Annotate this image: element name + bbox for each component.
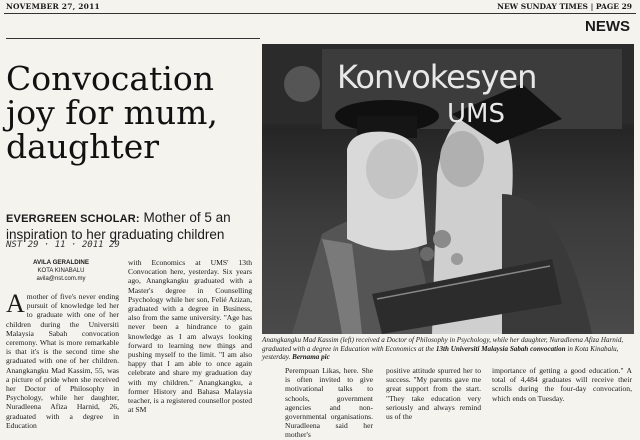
byline-email: avila@nst.com.my bbox=[36, 276, 86, 282]
article-column-2: with Economics at UMS' 13th Convocation here, yesterday. Six years ago, Anangkangku graduated with a Master's degree in Counselling Psychology while her son, Felié Azizan, graduated with a degree in Business, also from the same university. "Age has never been a hindrance to gain knowledge as I am always looking forward to learning new things and pushing myself to the limit. "I am also happy that I am able to once again celebrate and share my graduation day with my children." Anangkangku, a former History and Bahasa Malaysia teacher, is a registered counsellor posted at SM bbox=[128, 258, 252, 415]
headline: Convocation joy for mum, daughter bbox=[6, 59, 218, 166]
photo-caption bbox=[262, 336, 634, 362]
paper-page-label: NEW SUNDAY TIMES | PAGE 29 bbox=[497, 2, 632, 11]
headline-rule bbox=[6, 38, 260, 39]
page-date: NOVEMBER 27, 2011 bbox=[6, 2, 100, 11]
convocation-photo bbox=[262, 44, 634, 334]
article-column-4: positive attitude spurred her to success. "My parents gave me great support from the start. "They take education very seriously and always remind us of the bbox=[386, 366, 481, 422]
byline-name: AVILA GERALDINE bbox=[32, 259, 90, 266]
kicker bbox=[6, 210, 256, 242]
article-column-5: importance of getting a good education." A total of 4,484 graduates will receive their scrolls during the four-day convocation, which ends on Tuesday. bbox=[492, 366, 632, 403]
handwritten-note: NST 29 · 11 · 2011 29 bbox=[6, 240, 120, 250]
byline-location: KOTA KINABALU bbox=[37, 268, 85, 274]
caption-main: Anangkangku Mad Kassim (left) received a Doctor of Philosophy in Psychology, while her daughter, Nuradleena Afiza Harnid, graduated with a degree in Education with Economics at the bbox=[262, 336, 624, 353]
section-label: NEWS bbox=[585, 18, 630, 35]
banner-text-line2: UMS bbox=[447, 99, 505, 129]
byline bbox=[6, 259, 116, 283]
top-rule bbox=[4, 13, 636, 14]
banner-text-line1: Konvokesyen bbox=[337, 58, 537, 96]
caption-end: in Kota Kinabalu, yesterday. bbox=[262, 344, 619, 362]
drop-cap: A bbox=[6, 289, 25, 318]
article-column-1 bbox=[6, 289, 119, 430]
caption-credit: Bernama pic bbox=[292, 353, 330, 362]
article-column-3: Perempuan Likas, here. She is often invited to give motivational talks to schools, government agencies and non-governmental organisations. Nuradleena said her mother's bbox=[285, 366, 373, 440]
kicker-text: Mother of 5 an inspiration to her graduating children bbox=[6, 210, 231, 242]
caption-event: 13th Universiti Malaysia Sabah convocation bbox=[435, 344, 566, 353]
column-1-text: mother of five's never ending pursuit of knowledge led her to graduate with one of her children during the Universiti Malaysia Sabah convocation ceremony. What is more remarkable is that it's is the second time she graduated with one of her children. Anangkangku Mad Kassim, 55, was a picture of pride when she received her Doctor of Philosophy in Psychology, while her daughter, Nuradleena Afiza Harnid, 26, graduated with a degree in Education bbox=[6, 292, 119, 430]
kicker-label: EVERGREEN SCHOLAR: bbox=[6, 213, 140, 225]
